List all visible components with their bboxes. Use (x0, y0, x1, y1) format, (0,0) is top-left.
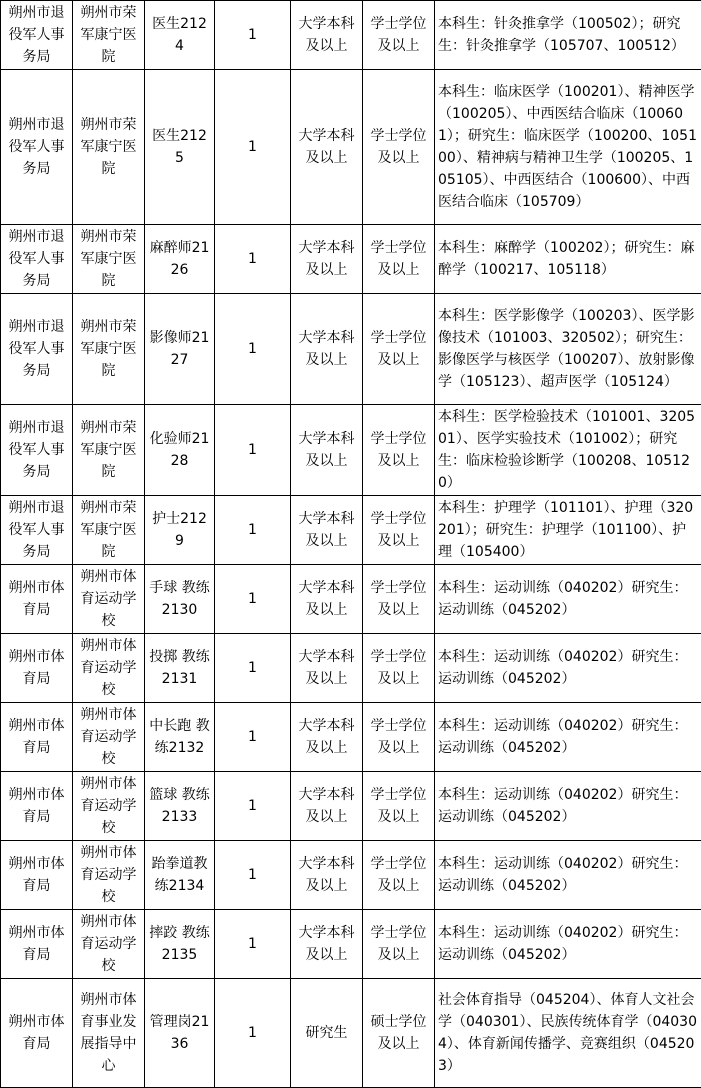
degree-cell: 学士学位及以上 (363, 703, 435, 772)
major-cell: 本科生：护理学（101101）、护理（320201）；研究生：护理学（101100）、护理（105400） (435, 496, 701, 565)
education-cell: 大学本科及以上 (291, 910, 363, 979)
major-cell: 本科生：运动训练（040202）研究生：运动训练（045202） (435, 703, 701, 772)
education-cell: 大学本科及以上 (291, 565, 363, 634)
degree-cell: 学士学位及以上 (363, 565, 435, 634)
table-row (1, 841, 701, 910)
count-cell: 1 (215, 496, 291, 565)
post-cell: 医生2124 (145, 1, 215, 70)
degree-cell: 学士学位及以上 (363, 1, 435, 70)
unit-cell: 朔州市体育运动学校 (73, 565, 145, 634)
unit-cell: 朔州市荣军康宁医院 (73, 225, 145, 294)
unit-cell: 朔州市体育运动学校 (73, 910, 145, 979)
count-cell: 1 (215, 225, 291, 294)
table-row (1, 225, 701, 294)
unit-cell: 朔州市荣军康宁医院 (73, 1, 145, 70)
degree-cell: 学士学位及以上 (363, 634, 435, 703)
major-cell: 本科生：运动训练（040202）研究生：运动训练（045202） (435, 841, 701, 910)
post-cell: 中长跑 教练2132 (145, 703, 215, 772)
post-cell: 护士2129 (145, 496, 215, 565)
major-cell: 本科生：运动训练（040202）研究生：运动训练（045202） (435, 910, 701, 979)
education-cell: 大学本科及以上 (291, 294, 363, 405)
post-cell: 投掷 教练2131 (145, 634, 215, 703)
table-row (1, 496, 701, 565)
post-cell: 影像师2127 (145, 294, 215, 405)
major-cell: 本科生：运动训练（040202）研究生：运动训练（045202） (435, 634, 701, 703)
post-cell: 摔跤 教练2135 (145, 910, 215, 979)
degree-cell: 学士学位及以上 (363, 496, 435, 565)
education-cell: 大学本科及以上 (291, 70, 363, 225)
degree-cell: 学士学位及以上 (363, 772, 435, 841)
education-cell: 大学本科及以上 (291, 703, 363, 772)
department-cell: 朔州市体育局 (1, 841, 73, 910)
count-cell: 1 (215, 1, 291, 70)
department-cell: 朔州市退役军人事务局 (1, 70, 73, 225)
department-cell: 朔州市退役军人事务局 (1, 1, 73, 70)
degree-cell: 学士学位及以上 (363, 841, 435, 910)
count-cell: 1 (215, 294, 291, 405)
major-cell: 本科生：医学检验技术（101001、320501）、医学实验技术（101002）；研究生：临床检验诊断学（100208、105120） (435, 405, 701, 496)
table-row (1, 703, 701, 772)
department-cell: 朔州市体育局 (1, 772, 73, 841)
department-cell: 朔州市退役军人事务局 (1, 405, 73, 496)
department-cell: 朔州市体育局 (1, 703, 73, 772)
unit-cell: 朔州市体育事业发展指导中心 (73, 979, 145, 1088)
education-cell: 研究生 (291, 979, 363, 1088)
degree-cell: 学士学位及以上 (363, 70, 435, 225)
table-row (1, 294, 701, 405)
unit-cell: 朔州市荣军康宁医院 (73, 405, 145, 496)
count-cell: 1 (215, 772, 291, 841)
major-cell: 本科生：运动训练（040202）研究生：运动训练（045202） (435, 565, 701, 634)
degree-cell: 学士学位及以上 (363, 225, 435, 294)
department-cell: 朔州市体育局 (1, 634, 73, 703)
post-cell: 跆拳道教练2134 (145, 841, 215, 910)
count-cell: 1 (215, 634, 291, 703)
major-cell: 本科生：针灸推拿学（100502）；研究生：针灸推拿学（105707、100512） (435, 1, 701, 70)
table-row (1, 910, 701, 979)
education-cell: 大学本科及以上 (291, 841, 363, 910)
department-cell: 朔州市退役军人事务局 (1, 225, 73, 294)
count-cell: 1 (215, 979, 291, 1088)
education-cell: 大学本科及以上 (291, 1, 363, 70)
table-row (1, 70, 701, 225)
department-cell: 朔州市体育局 (1, 979, 73, 1088)
unit-cell: 朔州市荣军康宁医院 (73, 294, 145, 405)
department-cell: 朔州市体育局 (1, 565, 73, 634)
count-cell: 1 (215, 841, 291, 910)
unit-cell: 朔州市体育运动学校 (73, 634, 145, 703)
unit-cell: 朔州市体育运动学校 (73, 841, 145, 910)
count-cell: 1 (215, 703, 291, 772)
major-cell: 社会体育指导（045204）、体育人文社会学（040301）、民族传统体育学（040304）、体育新闻传播学、竞赛组织（045203） (435, 979, 701, 1088)
unit-cell: 朔州市荣军康宁医院 (73, 70, 145, 225)
department-cell: 朔州市退役军人事务局 (1, 496, 73, 565)
post-cell: 篮球 教练2133 (145, 772, 215, 841)
table-row (1, 634, 701, 703)
post-cell: 手球 教练2130 (145, 565, 215, 634)
count-cell: 1 (215, 70, 291, 225)
degree-cell: 学士学位及以上 (363, 294, 435, 405)
degree-cell: 硕士学位及以上 (363, 979, 435, 1088)
degree-cell: 学士学位及以上 (363, 405, 435, 496)
table-row (1, 772, 701, 841)
count-cell: 1 (215, 405, 291, 496)
post-cell: 麻醉师2126 (145, 225, 215, 294)
table-row (1, 979, 701, 1088)
unit-cell: 朔州市体育运动学校 (73, 772, 145, 841)
major-cell: 本科生：运动训练（040202）研究生：运动训练（045202） (435, 772, 701, 841)
major-cell: 本科生：麻醉学（100202）；研究生：麻醉学（100217、105118） (435, 225, 701, 294)
major-cell: 本科生：临床医学（100201）、精神医学（100205）、中西医结合临床（100601）；研究生：临床医学（100200、105100）、精神病与精神卫生学（100205、105105）、中西医结合（100600）、中西医结合临床（105709） (435, 70, 701, 225)
post-cell: 医生2125 (145, 70, 215, 225)
table-row (1, 565, 701, 634)
unit-cell: 朔州市体育运动学校 (73, 703, 145, 772)
education-cell: 大学本科及以上 (291, 405, 363, 496)
department-cell: 朔州市体育局 (1, 910, 73, 979)
education-cell: 大学本科及以上 (291, 634, 363, 703)
post-cell: 化验师2128 (145, 405, 215, 496)
department-cell: 朔州市退役军人事务局 (1, 294, 73, 405)
count-cell: 1 (215, 910, 291, 979)
table-row (1, 405, 701, 496)
education-cell: 大学本科及以上 (291, 772, 363, 841)
table-row (1, 1, 701, 70)
education-cell: 大学本科及以上 (291, 496, 363, 565)
count-cell: 1 (215, 565, 291, 634)
unit-cell: 朔州市荣军康宁医院 (73, 496, 145, 565)
major-cell: 本科生：医学影像学（100203）、医学影像技术（101003、320502）；研究生：影像医学与核医学（100207）、放射影像学（105123）、超声医学（105124） (435, 294, 701, 405)
post-cell: 管理岗2136 (145, 979, 215, 1088)
education-cell: 大学本科及以上 (291, 225, 363, 294)
degree-cell: 学士学位及以上 (363, 910, 435, 979)
